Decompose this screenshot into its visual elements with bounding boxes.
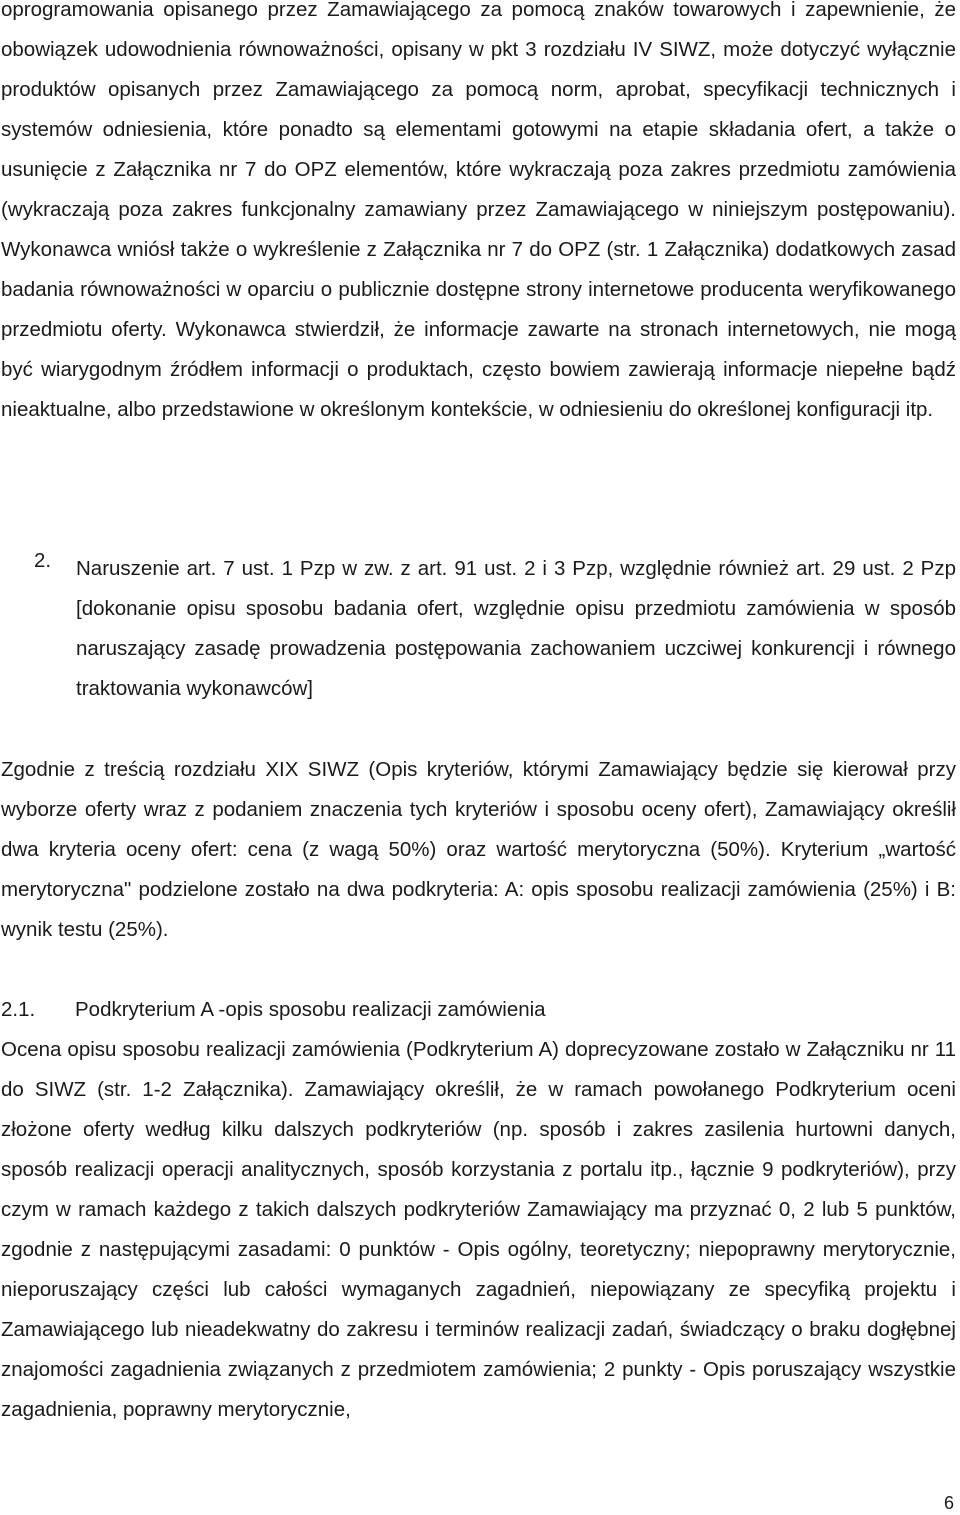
list-item-2 <box>34 549 956 709</box>
paragraph-criteria: Zgodnie z treścią rozdziału XIX SIWZ (Opis kryteriów, którymi Zamawiający będzie się kierował przy wyborze oferty wraz z podaniem znaczenia tych kryteriów i sposobu oceny ofert), Zamawiający określił dwa kryteria oceny ofert: cena (z wagą 50%) oraz wartość merytoryczna (50%). Kryterium „wartość merytoryczna" podzielone zostało na dwa podkryteria: A: opis sposobu realizacji zamówienia (25%) i B: wynik testu (25%). <box>1 758 956 941</box>
paragraph-subcriterion-a: Ocena opisu sposobu realizacji zamówienia (Podkryterium A) doprecyzowane zostało w Załączniku nr 11 do SIWZ (str. 1-2 Załącznika). Zamawiający określił, że w ramach powołanego Podkryterium oceni złożone oferty według kilku dalszych podkryteriów (np. sposób i zakres zasilenia hurtowni danych, sposób realizacji operacji analitycznych, sposób korzystania z portalu itp., łącznie 9 podkryteriów), przy czym w ramach każdego z takich dalszych podkryteriów Zamawiający ma przyznać 0, 2 lub 5 punktów, zgodnie z następującymi zasadami: 0 punktów - Opis ogólny, teoretyczny; niepoprawny merytorycznie, nieporuszający części lub całości wymaganych zagadnień, niepowiązany ze specyfiką projektu i Zamawiającego lub nieadekwatny do zakresu i terminów realizacji zadań, świadczący o braku dogłębnej znajomości zagadnienia związanych z przedmiotem zamówienia; 2 punkty - Opis poruszający wszystkie zagadnienia, poprawny merytorycznie, <box>1 1038 956 1421</box>
section-heading-2-1 <box>1 990 956 1030</box>
section-number: 2.1. <box>1 998 36 1021</box>
list-item-text: Naruszenie art. 7 ust. 1 Pzp w zw. z art. 91 ust. 2 i 3 Pzp, względnie również art. 29 ust. 2 Pzp [dokonanie opisu sposobu badania ofert, względnie opisu przedmiotu zamówienia w sposób naruszający zasadę prowadzenia postępowania zachowaniem uczciwej konkurencji i równego traktowania wykonawców] <box>76 557 956 700</box>
paragraph-intro: oprogramowania opisanego przez Zamawiającego za pomocą znaków towarowych i zapewnienie, że obowiązek udowodnienia równoważności, opisany w pkt 3 rozdziału IV SIWZ, może dotyczyć wyłącznie produktów opisanych przez Zamawiającego za pomocą norm, aprobat, specyfikacji technicznych i systemów odniesienia, które ponadto są elementami gotowymi na etapie składania ofert, a także o usunięcie z Załącznika nr 7 do OPZ elementów, które wykraczają poza zakres przedmiotu zamówienia (wykraczają poza zakres funkcjonalny zamawiany przez Zamawiającego w niniejszym postępowaniu). Wykonawca wniósł także o wykreślenie z Załącznika nr 7 do OPZ (str. 1 Załącznika) dodatkowych zasad badania równoważności w oparciu o publicznie dostępne strony internetowe producenta weryfikowanego przedmiotu oferty. Wykonawca stwierdził, że informacje zawarte na stronach internetowych, nie mogą być wiarygodnym źródłem informacji o produktach, często bowiem zawierają informacje niepełne bądź nieaktualne, albo przedstawione w określonym kontekście, w odniesieniu do określonej konfiguracji itp. <box>1 0 956 421</box>
list-item-number: 2. <box>34 549 52 572</box>
section-title: Podkryterium A -opis sposobu realizacji zamówienia <box>75 998 546 1021</box>
page-number: 6 <box>944 1493 955 1513</box>
